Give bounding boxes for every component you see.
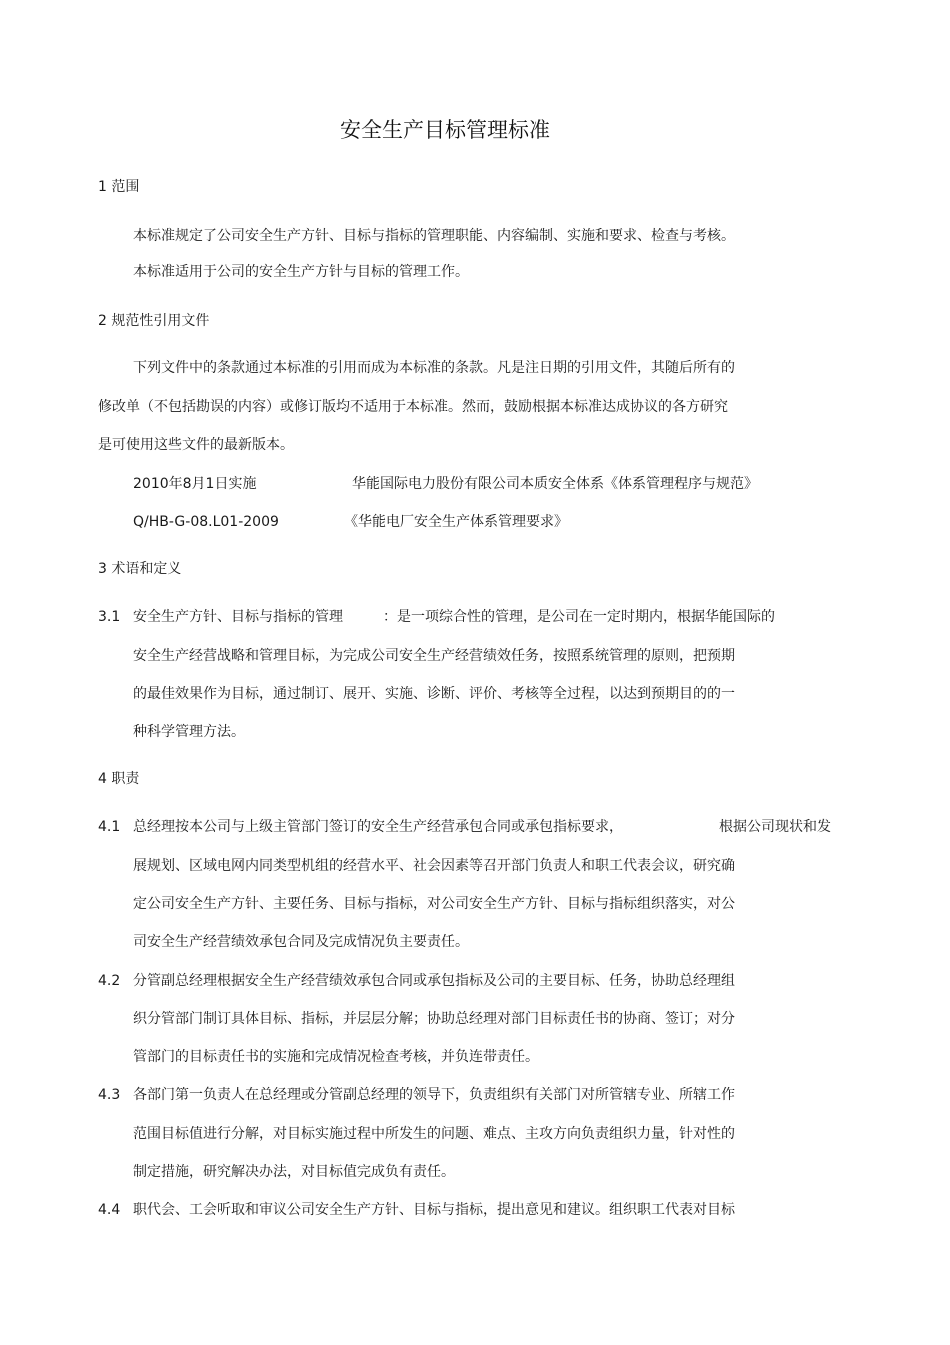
clause-number: 3.1 [98, 609, 121, 625]
paragraph-line: 职代会、工会听取和审议公司安全生产方针、目标与指标，提出意见和建议。组织职工代表对目标 [133, 1202, 735, 1218]
paragraph-line: 是可使用这些文件的最新版本。 [98, 437, 294, 453]
paragraph-line: 下列文件中的条款通过本标准的引用而成为本标准的条款。凡是注日期的引用文件，其随后所有的 [133, 360, 735, 376]
reference-name: 《华能电厂安全生产体系管理要求》 [344, 514, 568, 530]
clause-number: 4.3 [98, 1087, 121, 1103]
section-heading: 3 术语和定义 [98, 561, 182, 577]
document-title: 安全生产目标管理标准 [340, 118, 550, 142]
reference-code: Q/HB-G-08.L01-2009 [133, 514, 279, 530]
paragraph-line: 管部门的目标责任书的实施和完成情况检查考核，并负连带责任。 [133, 1049, 539, 1065]
clause-number: 4.2 [98, 973, 121, 989]
paragraph-line: 范围目标值进行分解，对目标实施过程中所发生的问题、难点、主攻方向负责组织力量，针对性的 [133, 1126, 735, 1142]
paragraph-line: 本标准规定了公司安全生产方针、目标与指标的管理职能、内容编制、实施和要求、检查与考核。 [133, 228, 735, 244]
clause-number: 4.1 [98, 819, 121, 835]
term-name: 安全生产方针、目标与指标的管理 [133, 609, 343, 625]
reference-name: 华能国际电力股份有限公司本质安全体系《体系管理程序与规范》 [352, 476, 758, 492]
paragraph-line: 织分管部门制订具体目标、指标，并层层分解；协助总经理对部门目标责任书的协商、签订；对分 [133, 1011, 735, 1027]
paragraph-line: 展规划、区域电网内同类型机组的经营水平、社会因素等召开部门负责人和职工代表会议，研究确 [133, 858, 735, 874]
paragraph-line: 的最佳效果作为目标，通过制订、展开、实施、诊断、评价、考核等全过程，以达到预期目的的一 [133, 686, 735, 702]
paragraph-line: 定公司安全生产方针、主要任务、目标与指标，对公司安全生产方针、目标与指标组织落实，对公 [133, 896, 735, 912]
paragraph-line: 总经理按本公司与上级主管部门签订的安全生产经营承包合同或承包指标要求， [133, 819, 623, 835]
paragraph-line: 制定措施，研究解决办法，对目标值完成负有责任。 [133, 1164, 455, 1180]
paragraph-line: 分管副总经理根据安全生产经营绩效承包合同或承包指标及公司的主要目标、任务，协助总经理组 [133, 973, 735, 989]
section-heading: 4 职责 [98, 771, 140, 787]
clause-number: 4.4 [98, 1202, 121, 1218]
section-heading: 2 规范性引用文件 [98, 313, 210, 329]
section-heading: 1 范围 [98, 179, 140, 195]
paragraph-line: 安全生产经营战略和管理目标，为完成公司安全生产经营绩效任务，按照系统管理的原则，把预期 [133, 648, 735, 664]
paragraph-line: 根据公司现状和发 [719, 819, 831, 835]
paragraph-line: 修改单（不包括勘误的内容）或修订版均不适用于本标准。然而，鼓励根据本标准达成协议的各方研究 [98, 399, 728, 415]
paragraph-line: 本标准适用于公司的安全生产方针与目标的管理工作。 [133, 264, 469, 280]
paragraph-line: 司安全生产经营绩效承包合同及完成情况负主要责任。 [133, 934, 469, 950]
reference-code: 2010年8月1日实施 [133, 476, 257, 492]
paragraph-line: 种科学管理方法。 [133, 724, 245, 740]
paragraph-line: 各部门第一负责人在总经理或分管副总经理的领导下，负责组织有关部门对所管辖专业、所辖工作 [133, 1087, 735, 1103]
paragraph-line: ：是一项综合性的管理，是公司在一定时期内，根据华能国际的 [383, 609, 775, 625]
